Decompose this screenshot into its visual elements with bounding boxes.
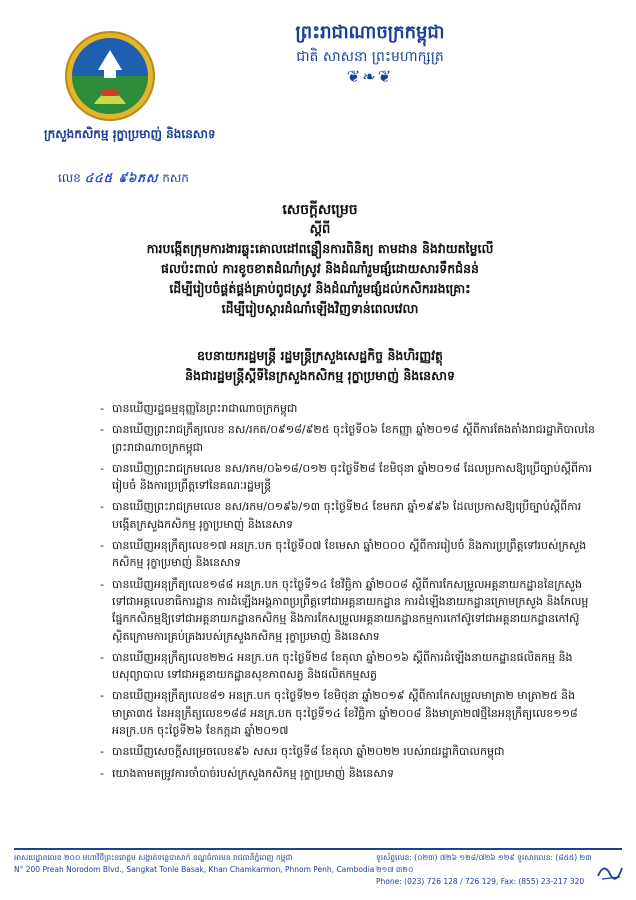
phone-english: Phone: (023) 726 128 / 726 129, Fax: (855) 23-217 320 bbox=[376, 877, 585, 886]
reference-suffix: កសក bbox=[162, 171, 189, 185]
reference-number bbox=[58, 170, 189, 188]
list-item: - បានឃើញអនុក្រឹត្យលេខ៨១ អនក្រ.បក ចុះថ្ងៃទី២១ ខែមិថុនា ឆ្នាំ២០១៩ ស្ដីពីការកែសម្រួលមាត្រា២ មាត្រា២៥ និងមាត្រា៣៥ នៃអនុក្រឹត្យលេខ១៨៨ អនក្រ.បក ចុះថ្ងៃទី១៤ ខែវិច្ឆិកា ឆ្នាំ២០០៨ និងមាត្រា២៧ថ្មីនៃអនុក្រឹត្យលេខ១១៨ អនក្រ.បក ចុះថ្ងៃទី២៦ ខែកក្កដា ឆ្នាំ២០១៧ bbox=[100, 687, 598, 739]
list-item: - បានឃើញអនុក្រឹត្យលេខ១៨៨ អនក្រ.បក ចុះថ្ងៃទី១៤ ខែវិច្ឆិកា ឆ្នាំ២០០៨ ស្ដីពីការកែសម្រួលអគ្គនាយកដ្ឋាននៃក្រសួងទៅជាអគ្គលេខាធិការដ្ឋាន ការដំឡើងអង្គភាពប្រព្រឹត្តទៅជាអគ្គនាយកដ្ឋាន ការដំឡើងនាយកដ្ឋានក្រោមក្រសួង និងកែលម្អផ្នែកកសិកម្មឱ្យទៅជាអគ្គនាយកដ្ឋានកសិកម្ម និងការកែសម្រួលអគ្គនាយកដ្ឋានកម្មការកៅស៊ូទៅជាអគ្គនាយកដ្ឋានកៅស៊ូ ស្ថិតក្រោមការគ្រប់គ្រងរបស់ក្រសួងកសិកម្ម រុក្ខាប្រមាញ់ និងនេសាទ bbox=[100, 576, 598, 645]
ornament: ❦❧❦ bbox=[346, 67, 394, 86]
footer-contact bbox=[376, 852, 596, 888]
kingdom-title: ព្រះរាជាណាចក្រកម្ពុជា bbox=[295, 22, 445, 43]
title-line: ដើម្បីរៀបចំផ្គត់ផ្គង់គ្រាប់ពូជស្រូវ និងដំណាំរួមផ្សំដល់កសិកររងគ្រោះ bbox=[169, 281, 471, 296]
footer-address bbox=[14, 852, 384, 876]
title-line: ការបង្កើតក្រុមការងារឆ្លុះគោលដៅពន្លឿនការពិនិត្យ តាមដាន និងវាយតម្លៃលើ bbox=[146, 241, 494, 256]
address-english: N° 200 Preah Norodom Blvd., Sangkat Tonle Basak, Khan Chamkarmon, Phnom Penh, Cambodia bbox=[14, 865, 375, 874]
footer-divider bbox=[14, 848, 622, 850]
issuing-authority bbox=[40, 346, 600, 386]
kingdom-header bbox=[220, 20, 520, 86]
ministry-emblem-icon bbox=[64, 30, 156, 122]
authority-line: និងជារដ្ឋមន្ត្រីស្ដីទីនៃក្រសួងកសិកម្ម រុក្ខាប្រមាញ់ និងនេសាទ bbox=[185, 368, 455, 383]
list-item: - បានឃើញព្រះរាជក្រមលេខ នស/រកម/០៦១៨/០១២ ចុះថ្ងៃទី២៨ ខែមិថុនា ឆ្នាំ២០១៨ ដែលប្រកាសឱ្យប្រើច្បាប់ស្ដីពីការរៀបចំ និងការប្រព្រឹត្តទៅនៃគណៈរដ្ឋមន្ត្រី bbox=[100, 460, 598, 495]
initials-signature-icon bbox=[596, 860, 626, 882]
title-line: ផលប៉ះពាល់ ការខូចខាតដំណាំស្រូវ និងដំណាំរួមផ្សំដោយសារទឹកជំនន់ bbox=[161, 261, 479, 276]
list-item: - បានឃើញអនុក្រឹត្យលេខ១៧ អនក្រ.បក ចុះថ្ងៃទី០៧ ខែមេសា ឆ្នាំ២០០០ ស្ដីពីការរៀបចំ និងការប្រព្រឹត្តទៅរបស់ក្រសួងកសិកម្ម រុក្ខាប្រមាញ់ និងនេសាទ bbox=[100, 537, 598, 572]
considerations-list bbox=[100, 400, 598, 786]
list-item: - យោងតាមតម្រូវការចាំបាច់របស់ក្រសួងកសិកម្ម រុក្ខាប្រមាញ់ និងនេសាទ bbox=[100, 765, 598, 782]
authority-line: ឧបនាយករដ្ឋមន្ត្រី រដ្ឋមន្ត្រីក្រសួងសេដ្ឋកិច្ច និងហិរញ្ញវត្ថុ bbox=[196, 348, 443, 363]
reference-handwritten: ៤៤៥ ៩៦ភស bbox=[84, 171, 159, 185]
address-khmer: អាសយដ្ឋានលេខ ២០០ មហាវិថីព្រះនរោត្តម សង្កាត់ទន្លេបាសាក់ ខណ្ឌចំការមន រាជធានីភ្នំពេញ កម្ពុជា bbox=[14, 853, 293, 862]
list-item: - បានឃើញសេចក្ដីសម្រេចលេខ៩៦ សសរ ចុះថ្ងៃទី៨ ខែតុលា ឆ្នាំ២០២២ របស់រាជរដ្ឋាភិបាលកម្ពុជា bbox=[100, 743, 598, 760]
document-type: សេចក្ដីសម្រេច bbox=[282, 202, 358, 218]
list-item: - បានឃើញអនុក្រឹត្យលេខ២២៤ អនក្រ.បក ចុះថ្ងៃទី២៨ ខែតុលា ឆ្នាំ២០១៦ ស្ដីពីការដំឡើងនាយកដ្ឋានផលិតកម្ម និងបសុព្យាបាល ទៅជាអគ្គនាយកដ្ឋានសុខភាពសត្វ និងផលិតកម្មសត្វ bbox=[100, 649, 598, 684]
document-about: ស្ដីពី bbox=[309, 222, 331, 237]
ministry-name: ក្រសួងកសិកម្ម រុក្ខាប្រមាញ់ និងនេសាទ bbox=[44, 127, 216, 141]
decision-title-block bbox=[40, 200, 600, 319]
phone-khmer: ទូរស័ព្ទលេខ: (០២៣) ៧២៦ ១២៨/៧២៦ ១២៩ ទូរសារលេខ: (៨៥៥) ២៣ ២១៧ ៣២០ bbox=[376, 853, 592, 874]
list-item: - បានឃើញព្រះរាជក្រឹត្យលេខ នស/រកត/០៩១៨/៩២៥ ចុះថ្ងៃទី០៦ ខែកញ្ញា ឆ្នាំ២០១៨ ស្ដីពីការតែងតាំងរាជរដ្ឋាភិបាលនៃព្រះរាជាណាចក្រកម្ពុជា bbox=[100, 421, 598, 456]
list-item: - បានឃើញរដ្ឋធម្មនុញ្ញនៃព្រះរាជាណាចក្រកម្ពុជា bbox=[100, 400, 598, 417]
reference-prefix: លេខ bbox=[58, 171, 81, 185]
title-line: ដើម្បីរៀបស្ដារដំណាំឡើងវិញទាន់ពេលវេលា bbox=[221, 301, 419, 316]
list-item: - បានឃើញព្រះរាជក្រមលេខ នស/រកម/០១៩៦/១៣ ចុះថ្ងៃទី២៤ ខែមករា ឆ្នាំ១៩៩៦ ដែលប្រកាសឱ្យប្រើច្បាប់ស្ដីពីការបង្កើតក្រសួងកសិកម្ម រុក្ខាប្រមាញ់ និងនេសាទ bbox=[100, 498, 598, 533]
national-motto: ជាតិ សាសនា ព្រះមហាក្សត្រ bbox=[296, 49, 444, 65]
